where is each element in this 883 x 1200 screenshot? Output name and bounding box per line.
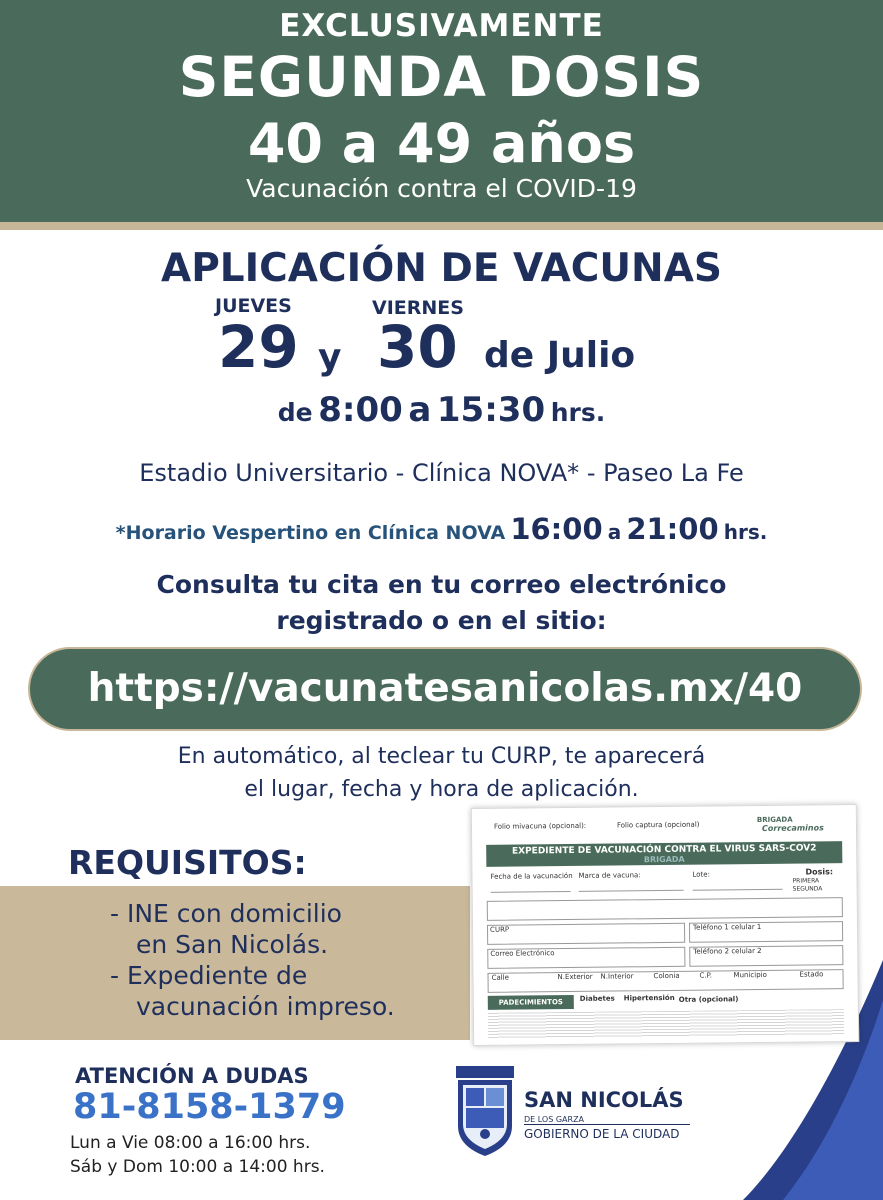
auto-line2: el lugar, fecha y hora de aplicación. [244,777,639,802]
vaccination-form-image [471,804,859,1046]
day1-number: 29 [218,313,299,381]
logo-name: SAN NICOLÁS [524,1088,684,1112]
form-calle: Calle [491,973,509,982]
header-subtitle: Vacunación contra el COVID-19 [246,174,637,203]
consulta-line1: Consulta tu cita en tu correo electrónico [156,570,727,599]
form-diabetes: Diabetes [579,994,615,1003]
form-line [491,891,571,893]
form-brigada: BRIGADA [756,815,793,825]
weekday-hours: Lun a Vie 08:00 a 16:00 hrs. [70,1133,311,1153]
form-fine-print [488,1009,844,1039]
form-correo: Correo Electrónico [490,949,555,958]
hours-line [0,390,883,430]
header-exclusivamente: EXCLUSIVAMENTE [279,8,604,44]
header-divider [0,222,883,230]
vespertino-mid: a [607,520,622,544]
consulta-text [0,567,883,639]
form-dosis: Dosis: [805,867,834,877]
form-padecimientos: PADECIMIENTOS [488,995,574,1010]
form-primera: PRIMERA [792,877,820,885]
logo-gobierno: GOBIERNO DE LA CIUDAD [524,1127,680,1141]
form-n-exterior: N.Exterior [557,972,593,982]
req-item1-line2: en San Nicolás. [136,930,329,959]
day1-label: JUEVES [215,295,292,317]
locations: Estadio Universitario - Clínica NOVA* - Paseo La Fe [139,459,744,487]
header-age-range: 40 a 49 años [247,112,636,175]
form-curp: CURP [489,925,510,934]
form-curp-box [487,923,685,945]
form-telefono2: Teléfono 2 celular 2 [693,946,762,956]
day2-number: 30 [377,313,458,381]
hours-mid: a [408,390,432,430]
form-title-sub: BRIGADA [643,854,685,865]
month-label: de Julio [484,335,636,376]
form-cp: C.P. [699,971,713,980]
form-title-band [486,841,842,867]
form-colonia: Colonia [653,971,680,981]
phone-number[interactable]: 81-8158-1379 [73,1087,346,1127]
consulta-line2: registrado o en el sitio: [276,606,607,635]
aplicacion-title: APLICACIÓN DE VACUNAS [161,246,722,291]
form-line [579,890,684,892]
vespertino-end: 21:00 [626,512,719,546]
form-name-box [487,897,843,921]
vespertino-note: *Horario Vespertino en Clínica NOVA [115,522,506,544]
form-lote: Lote: [692,870,711,879]
form-n-interior: N.Interior [600,972,634,981]
form-marca: Marca de vacuna: [578,871,641,880]
header-banner [0,0,883,222]
form-fecha: Fecha de la vacunación [490,871,573,881]
day2-label: VIERNES [372,297,464,319]
form-folio-mivacuna: Folio mivacuna (opcional): [493,821,587,831]
url-link[interactable]: https://vacunatesanicolas.mx/40 [28,647,862,731]
hours-start: 8:00 [318,390,403,430]
req-item2-line2: vacunación impreso. [136,992,395,1021]
form-title: EXPEDIENTE DE VACUNACIÓN CONTRA EL VIRUS SARS-COV2 [511,843,817,857]
atencion-title: ATENCIÓN A DUDAS [75,1064,309,1088]
auto-text [0,740,883,806]
requisitos-list [110,898,395,1022]
form-estado: Estado [799,970,824,979]
vespertino-suffix: hrs. [723,520,768,544]
day-connector: y [318,337,342,378]
req-item1-line1: - INE con domicilio [110,899,342,928]
hours-end: 15:30 [436,390,546,430]
form-folio-captura: Folio captura (opcional) [616,820,700,830]
city-crest-icon [452,1064,518,1160]
form-municipio: Municipio [733,970,767,980]
hours-prefix: de [277,398,313,427]
attention-hours [70,1131,325,1179]
weekend-hours: Sáb y Dom 10:00 a 14:00 hrs. [70,1157,325,1177]
form-segunda: SEGUNDA [792,885,823,893]
requisitos-title: REQUISITOS: [68,843,307,882]
header-segunda-dosis: SEGUNDA DOSIS [178,45,705,109]
req-item2-line1: - Expediente de [110,961,308,990]
form-otra: Otra (opcional) [678,995,739,1004]
logo-subtitle: DE LOS GARZA [524,1115,585,1124]
vespertino-start: 16:00 [510,512,603,546]
form-hipertension: Hipertensión [623,993,675,1003]
vespertino-line [0,512,883,546]
hours-suffix: hrs. [550,398,606,427]
form-brigada-name: Correcaminos [761,823,824,833]
auto-line1: En automático, al teclear tu CURP, te aparecerá [177,744,706,769]
form-telefono1: Teléfono 1 celular 1 [692,922,762,932]
logo-divider [524,1124,690,1125]
form-line [693,889,783,891]
